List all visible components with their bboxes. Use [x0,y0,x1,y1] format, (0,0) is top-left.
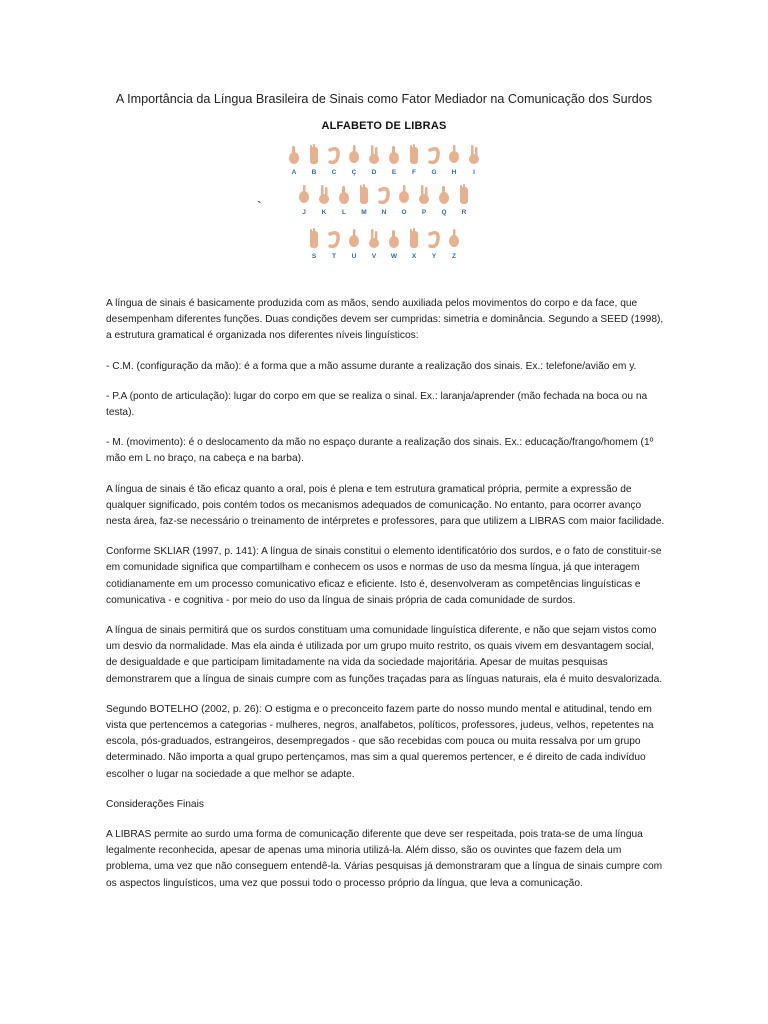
sign-H [445,144,463,176]
paragraph: A língua de sinais permitirá que os surdos constituam uma comunidade linguística diferente, e não que sejam vistos como um desvio da normalidade. Mas ela ainda é utilizada por um grupo muito restrito, os quais vivem em desvantagem social, de desigualdade e que participam limitadamente na vida da sociedade majoritária. Apesar de muitas pesquisas demonstrarem que a língua de sinais cumpre com as funções traçadas para as línguas naturais, ela é muito desvalorizada. [106,625,663,685]
sign-I [465,144,483,176]
hand-sign-icon [377,184,391,206]
paragraph: A língua de sinais é basicamente produzida com as mãos, sendo auxiliada pelos movimentos do corpo e da face, que desempenham diferentes funções. Duas condições devem ser cumpridas: simetria e dominância. Segundo a SEED (1998), a estrutura gramatical é organizada nos diferentes níveis linguísticos: [106,298,664,342]
paragraph: - C.M. (configuração da mão): é a forma que a mão assume durante a realização dos sinais. Ex.: telefone/avião em y. [106,360,637,372]
sign-letter: S [311,253,317,260]
sign-S [305,228,323,260]
sign-U [345,228,363,260]
sign-Z [445,228,463,260]
sign-letter: U [351,253,357,260]
sign-letter: Y [431,253,437,260]
stray-mark: ` [257,198,262,214]
hand-sign-icon [347,228,361,250]
hand-sign-icon [397,184,411,206]
hand-sign-icon [407,228,421,250]
paragraph: - M. (movimento): é o deslocamento da mão no espaço durante a realização dos sinais. Ex.: educação/frango/homem (1º mão em L no braço, na cabeça e na barba). [106,437,654,465]
hand-sign-icon [367,228,381,250]
sign-letter: R [461,209,467,216]
hand-sign-icon [467,144,481,166]
sign-E [385,144,403,176]
paragraph: Conforme SKLIAR (1997, p. 141): A língua de sinais constitui o elemento identificatório dos surdos, e o fato de constituir-se em comunidade significa que compartilham e conhecem os usos e normas de uso da mesma língua, já que interagem cotidianamente em um processo comunicativo eficaz e eficiente. Isto é, desenvolveram as competências linguísticas e comunicativa - e cognitiva - por meio do uso da língua de sinais própria de cada comunidade de surdos. [106,546,662,606]
hand-sign-icon [307,228,321,250]
hand-sign-icon [457,184,471,206]
sign-letter: L [342,209,346,216]
sign-X [405,228,423,260]
paragraph: A língua de sinais é tão eficaz quanto a oral, pois é plena e tem estrutura gramatical própria, permite a expressão de qualquer significado, pois contém todos os mecanismos adequados de comunicação. No entanto, para ocorrer avanço nesta área, faz-se necessário o treinamento de intérpretes e professores, para que utilizem a LIBRAS com maior facilidade. [106,483,665,528]
hand-sign-icon [427,144,441,166]
sign-F [405,144,423,176]
sign-letter: E [391,169,397,176]
sign-letter: T [332,253,336,260]
paragraph: Considerações Finais [106,798,204,810]
sign-M [355,184,373,216]
sign-B [305,144,323,176]
sign-letter: O [401,209,407,216]
body-text [106,296,666,906]
hand-sign-icon [297,184,311,206]
sign-Y [425,228,443,260]
sign-letter: B [311,169,317,176]
sign-row-3 [278,228,490,260]
sign-letter: A [291,169,297,176]
sign-letter: F [412,169,416,176]
sign-Ç [345,144,363,176]
hand-sign-icon [317,184,331,206]
sign-T [325,228,343,260]
sign-letter: I [473,169,475,176]
sign-letter: P [421,209,427,216]
hand-sign-icon [337,184,351,206]
sign-V [365,228,383,260]
sign-letter: V [371,253,377,260]
sign-Q [435,184,453,216]
sign-O [395,184,413,216]
hand-sign-icon [367,144,381,166]
hand-sign-icon [327,144,341,166]
sign-letter: K [321,209,327,216]
hand-sign-icon [347,144,361,166]
hand-sign-icon [427,228,441,250]
document-title: A Importância da Língua Brasileira de Sinais como Fator Mediador na Comunicação dos Surdos [115,92,653,106]
sign-D [365,144,383,176]
hand-sign-icon [287,144,301,166]
sign-letter: C [331,169,337,176]
sign-letter: N [381,209,387,216]
hand-sign-icon [407,144,421,166]
sign-letter: W [390,253,398,260]
sign-W [385,228,403,260]
libras-alphabet-figure [278,118,490,268]
paragraph: Segundo BOTELHO (2002, p. 26): O estigma e o preconceito fazem parte do nosso mundo mental e atitudinal, tendo em vista que pertencemos a categorias - mulheres, negros, analfabetos, políticos, professores, judeus, velhos, repetentes na escola, pós-graduados, estrangeiros, desempregados - que são recebidas com pouca ou muita ressalva por um grupo determinado. Não importa a qual grupo pertençamos, mas sim a qual queremos pertencer, e é direito de cada indivíduo escolher o lugar na sociedade a que melhor se adapte. [106,703,654,780]
sign-J [295,184,313,216]
sign-row-2 [278,184,490,216]
sign-C [325,144,343,176]
figure-title: ALFABETO DE LIBRAS [321,120,447,132]
sign-N [375,184,393,216]
sign-L [335,184,353,216]
sign-letter: G [431,169,437,176]
hand-sign-icon [437,184,451,206]
sign-letter: J [302,209,306,216]
hand-sign-icon [357,184,371,206]
sign-letter: Z [452,253,456,260]
sign-A [285,144,303,176]
sign-letter: X [411,253,417,260]
hand-sign-icon [387,228,401,250]
paragraph: A LIBRAS permite ao surdo uma forma de comunicação diferente que deve ser respeitada, pois trata-se de uma língua legalmente reconhecida, apesar de apenas uma minoria utilizá-la. Além disso, são os ouvintes que fazem dela um problema, uma vez que não conseguem entendê-la. Várias pesquisas já demonstraram que a língua de sinais cumpre com os aspectos linguísticos, uma vez que possui todo o processo próprio da língua, que leva a comunicação. [106,829,663,889]
hand-sign-icon [417,184,431,206]
hand-sign-icon [327,228,341,250]
sign-P [415,184,433,216]
hand-sign-icon [447,228,461,250]
hand-sign-icon [447,144,461,166]
sign-letter: Ç [351,169,357,176]
sign-letter: D [371,169,377,176]
sign-row-1 [278,144,490,176]
sign-K [315,184,333,216]
sign-R [455,184,473,216]
paragraph: - P.A (ponto de articulação): lugar do corpo em que se realiza o sinal. Ex.: laranja/aprender (mão fechada na boca ou na testa). [106,390,648,419]
hand-sign-icon [387,144,401,166]
sign-G [425,144,443,176]
sign-letter: Q [441,209,447,216]
sign-letter: H [451,169,457,176]
sign-letter: M [361,209,367,216]
hand-sign-icon [307,144,321,166]
